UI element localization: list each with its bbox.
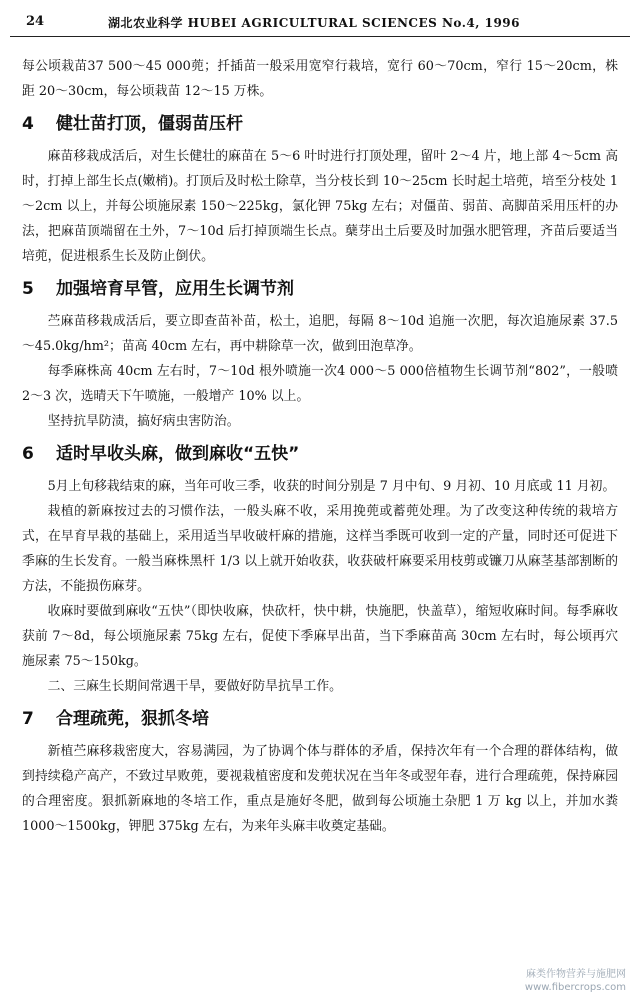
section-number: 4 [22,114,34,134]
watermark-url: www.fibercrops.com [524,982,626,993]
section-heading-5 [22,275,618,303]
paragraph: 坚持抗旱防渍，搞好病虫害防治。 [47,414,240,429]
section-heading-6 [22,440,618,468]
section-heading-4 [22,110,618,138]
section-heading-7 [22,705,618,733]
paragraph: 二、三麻生长期间常遇干旱，要做好防旱抗旱工作。 [47,679,342,694]
section-title: 适时早收头麻，做到麻收“五快” [56,444,300,464]
site-watermark [525,968,626,994]
paragraph: 收麻时要做到麻收“五快”（即快收麻，快砍杆，快中耕，快施肥，快盖草），缩短收麻时间。每季麻收获前 7～8d，每公顷施尿素 75kg 左右，促使下季麻早出苗，当下季麻苗高 30cm 左右时，每公顷再穴施尿素 75～150kg。 [22,604,618,669]
section-number: 7 [22,709,34,729]
paragraph: 栽植的新麻按过去的习惯作法，一般头麻不收，采用挽蔸或蓄蔸处理。为了改变这种传统的栽培方式，在早育早栽的基础上，采用适当早收破杆麻的措施，这样当季既可收到一定的产量，同时还可促进下季麻的生长发育。一般当麻株黑杆 1/3 以上就开始收获，收获破杆麻要采用枝剪或镰刀从麻茎基部割断的方法，不能损伤麻芽。 [22,504,618,594]
journal-title: 湖北农业科学 HUBEI AGRICULTURAL SCIENCES No.4, 1996 [108,16,521,30]
section-title: 合理疏蔸，狠抓冬培 [56,709,209,729]
watermark-line: 麻类作物营养与施肥网 [526,969,626,980]
article-body [22,54,618,839]
section-number: 5 [22,279,34,299]
paragraph: 每季麻株高 40cm 左右时，7～10d 根外喷施一次4 000～5 000倍植物生长调节剂“802”，一般喷 2～3 次，选晴天下午喷施，一般增产 10% 以上。 [22,364,618,404]
running-header [10,8,630,37]
section-number: 6 [22,444,34,464]
paragraph: 苎麻苗移栽成活后，要立即查苗补苗，松土，追肥，每隔 8～10d 追施一次肥，每次追施尿素 37.5～45.0kg/hm²；苗高 40cm 左右，再中耕除草一次，做到田泡草净。 [22,314,618,354]
intro-paragraph: 每公顷栽苗37 500～45 000蔸；扦插苗一般采用宽窄行栽培，宽行 60～70cm，窄行 15～20cm，株距 20～30cm，每公顷栽苗 12～15 万株。 [22,59,618,99]
paragraph: 新植苎麻移栽密度大，容易满园，为了协调个体与群体的矛盾，保持次年有一个合理的群体结构，做到持续稳产高产，不致过早败蔸，要视栽植密度和发蔸状况在当年冬或翌年春，进行合理疏蔸，保持麻园的合理密度。狠抓新麻地的冬培工作，重点是施好冬肥，做到每公顷施土杂肥 1 万 kg 以上，并加水粪1000～1500kg，钾肥 375kg 左右，为来年头麻丰收奠定基础。 [22,744,618,834]
page-number: 24 [26,14,45,29]
paragraph: 5月上旬移栽结束的麻，当年可收三季，收获的时间分别是 7 月中旬、9 月初、10 月底或 11 月初。 [47,479,616,494]
section-title: 加强培育早管，应用生长调节剂 [56,279,294,299]
section-title: 健壮苗打顶，僵弱苗压杆 [56,114,243,134]
paragraph: 麻苗移栽成活后，对生长健壮的麻苗在 5～6 叶时进行打顶处理，留叶 2～4 片，地上部 4～5cm 高时，打掉上部生长点(嫩梢)。打顶后及时松土除草，当分枝长到 10～25cm 长时起土培蔸，培至分枝处 1～2cm 以上，并每公顷施尿素 150～225kg，氯化钾 75kg 左右；对僵苗、弱苗、高脚苗采用压杆的办法，把麻苗顶端留在土外，7～10d 后打掉顶端生长点。蘖芽出土后要及时加强水肥管理，齐苗后要适当培蔸，促进根系生长及防止倒伏。 [22,149,618,264]
